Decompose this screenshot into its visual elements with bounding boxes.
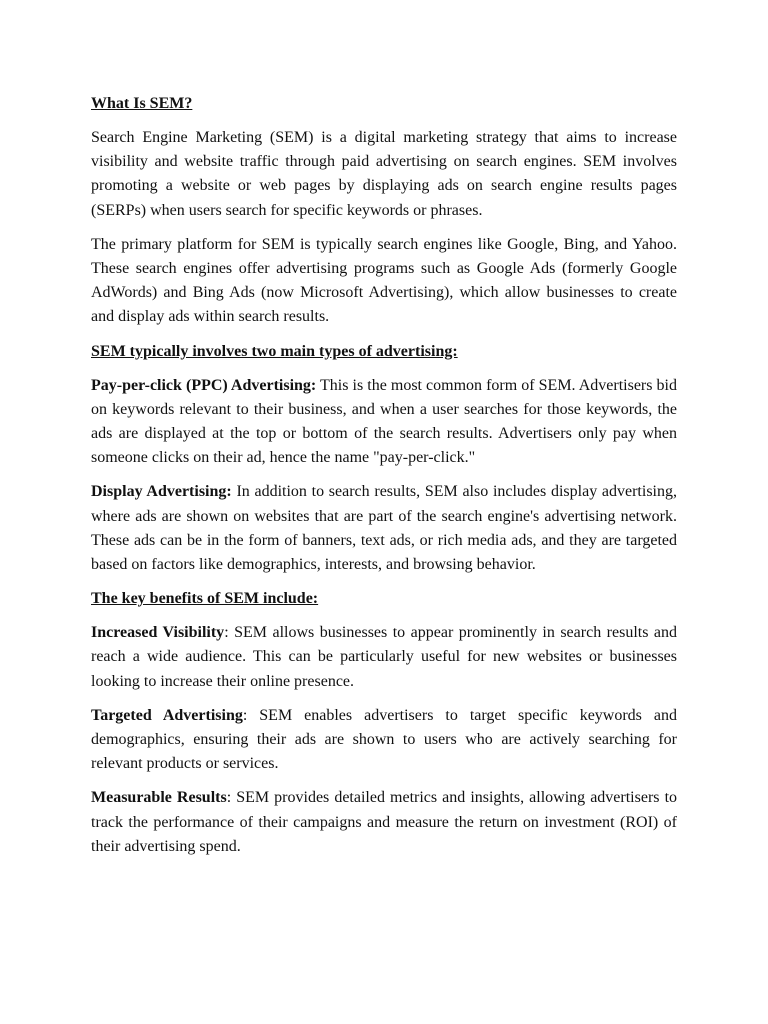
benefit-text: : SEM enables advertisers to target specific keywords and demographics, ensuring their ads are shown to users who are actively searching for relevant products or services. [91,706,677,773]
type-term: Display Advertising: [91,483,232,501]
type-paragraph-ppc [91,374,677,471]
type-paragraph-display [91,480,677,577]
benefit-paragraph-visibility [91,621,677,694]
benefit-text: : SEM provides detailed metrics and insights, allowing advertisers to track the performance of their campaigns and measure the return on investment (ROI) of their advertising spend. [91,789,678,855]
benefit-paragraph-targeted [91,704,677,777]
intro-paragraph: Search Engine Marketing (SEM) is a digital marketing strategy that aims to increase visibility and website traffic through paid advertising on search engines. SEM involves promoting a website or web pages by displaying ads on search engine results pages (SERPs) when users search for specific keywords or phrases. [91,129,677,219]
benefit-text: : SEM allows businesses to appear prominently in search results and reach a wide audience. This can be particularly useful for new websites or businesses looking to increase their online presence. [91,624,678,690]
intro-paragraph: The primary platform for SEM is typically search engines like Google, Bing, and Yahoo. These search engines offer advertising programs such as Google Ads (formerly Google AdWords) and Bing Ads (now Microsoft Advertising), which allow businesses to create and display ads within search results. [91,235,677,326]
benefit-paragraph-measurable [91,786,677,859]
benefit-term: Targeted Advertising [91,706,243,724]
type-term: Pay-per-click (PPC) Advertising: [91,376,317,394]
type-text: This is the most common form of SEM. Advertisers bid on keywords relevant to their business, and when a user searches for those keywords, the ads are displayed at the top or bottom of the search results. Advertisers only pay when someone clicks on their ad, hence the name "pay-per-click." [91,376,677,467]
types-heading: SEM typically involves two main types of advertising: [91,342,458,360]
type-text: In addition to search results, SEM also includes display advertising, where ads are shown on websites that are part of the search engine's advertising network. These ads can be in the form of banners, text ads, or rich media ads, and they are targeted based on factors like demographics, interests, and browsing behavior. [91,483,677,574]
benefit-term: Increased Visibility [91,624,225,642]
benefit-term: Measurable Results [91,789,227,807]
document-title: What Is SEM? [91,95,193,112]
benefits-heading: The key benefits of SEM include: [91,590,319,608]
document-page [91,92,677,869]
